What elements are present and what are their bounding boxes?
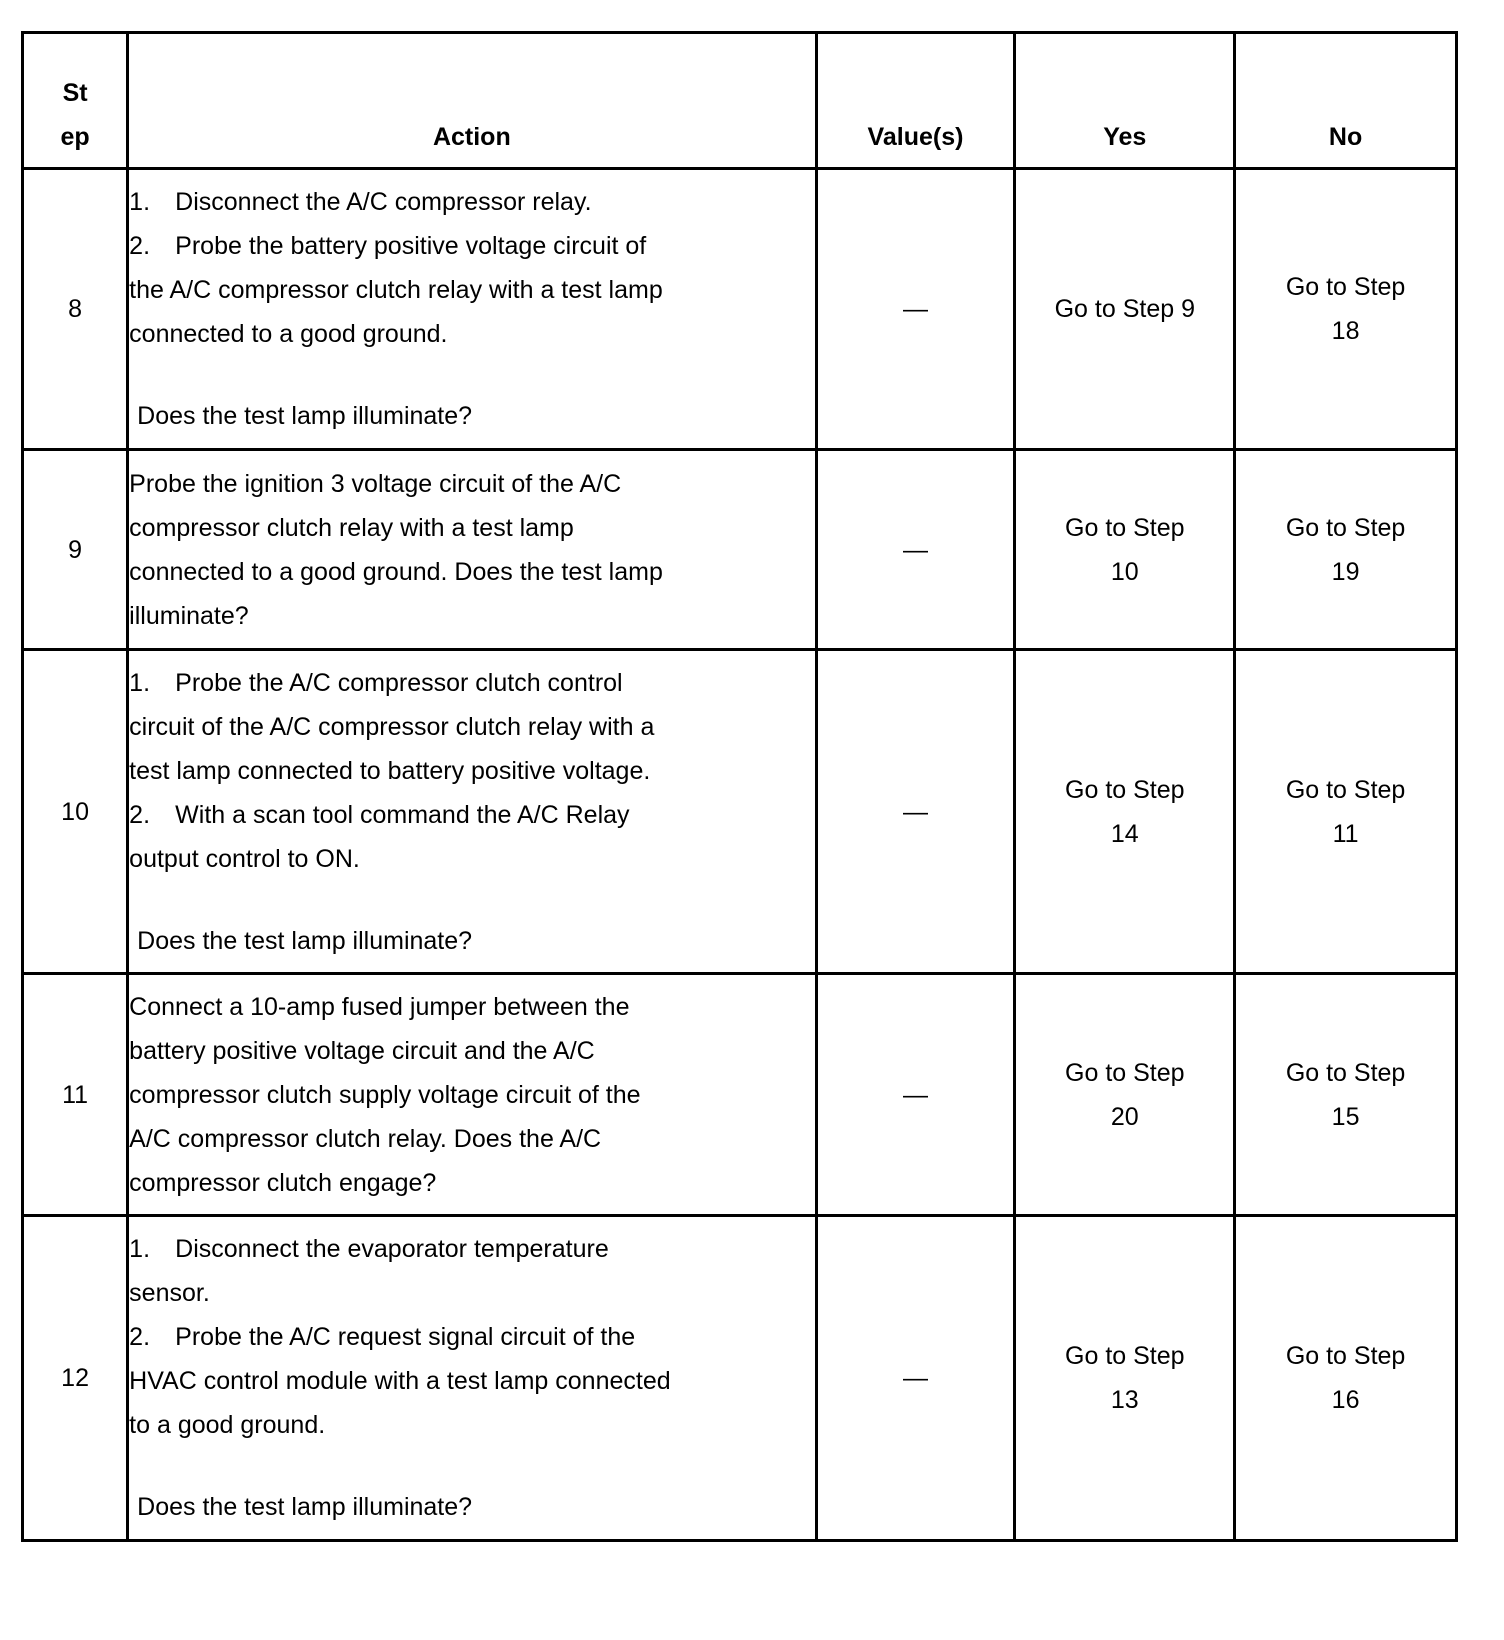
action-line: 1. Disconnect the A/C compressor relay.	[129, 188, 592, 216]
step-number: 11	[23, 974, 128, 1216]
action-line: circuit of the A/C compressor clutch relay with a	[129, 712, 655, 741]
diagnostic-table	[21, 31, 1458, 1542]
action-line: to a good ground.	[129, 1411, 326, 1439]
action-line: output control to ON.	[129, 844, 360, 873]
action-cell	[128, 450, 816, 650]
action-question: Does the test lamp illuminate?	[137, 402, 473, 430]
step-number: 8	[23, 169, 128, 450]
action-cell	[128, 1216, 816, 1541]
value-cell: —	[816, 1216, 1015, 1541]
action-line: compressor clutch relay with a test lamp	[129, 513, 574, 542]
header-action: Action	[128, 33, 816, 169]
action-line: 1. Disconnect the evaporator temperature	[129, 1235, 609, 1263]
yes-cell: Go to Step 10	[1015, 450, 1235, 650]
action-line: A/C compressor clutch relay. Does the A/C	[129, 1124, 602, 1153]
no-cell: Go to Step 11	[1235, 650, 1457, 974]
action-line: Connect a 10-amp fused jumper between the	[129, 992, 630, 1021]
header-values: Value(s)	[816, 33, 1015, 169]
table-row	[23, 650, 1457, 974]
no-cell: Go to Step 18	[1235, 169, 1457, 450]
action-cell	[128, 169, 816, 450]
table-row	[23, 450, 1457, 650]
action-question: Does the test lamp illuminate?	[137, 926, 473, 955]
table-row	[23, 974, 1457, 1216]
value-cell: —	[816, 450, 1015, 650]
header-no: No	[1235, 33, 1457, 169]
step-number: 10	[23, 650, 128, 974]
action-line: test lamp connected to battery positive voltage.	[129, 756, 651, 785]
yes-cell: Go to Step 9	[1015, 169, 1235, 450]
action-line: the A/C compressor clutch relay with a test lamp	[129, 276, 663, 304]
table-row	[23, 169, 1457, 450]
step-number: 9	[23, 450, 128, 650]
header-yes: Yes	[1015, 33, 1235, 169]
action-line: compressor clutch engage?	[129, 1168, 437, 1197]
header-step: St ep	[23, 33, 128, 169]
no-cell: Go to Step 19	[1235, 450, 1457, 650]
action-cell	[128, 650, 816, 974]
value-cell: —	[816, 169, 1015, 450]
action-cell	[128, 974, 816, 1216]
table-row	[23, 1216, 1457, 1541]
action-line: compressor clutch supply voltage circuit of the	[129, 1080, 641, 1109]
action-line: connected to a good ground. Does the test lamp	[129, 557, 663, 586]
value-cell: —	[816, 974, 1015, 1216]
yes-cell: Go to Step 20	[1015, 974, 1235, 1216]
action-line: connected to a good ground.	[129, 320, 448, 348]
action-line: 1. Probe the A/C compressor clutch control	[129, 668, 623, 697]
action-line: HVAC control module with a test lamp connected	[129, 1367, 671, 1395]
header-row	[23, 33, 1457, 169]
action-line: 2. Probe the A/C request signal circuit of the	[129, 1323, 636, 1351]
action-line: 2. With a scan tool command the A/C Relay	[129, 800, 630, 829]
yes-cell: Go to Step 13	[1015, 1216, 1235, 1541]
action-line: 2. Probe the battery positive voltage circuit of	[129, 232, 647, 260]
step-number: 12	[23, 1216, 128, 1541]
action-line: illuminate?	[129, 601, 249, 630]
yes-cell: Go to Step 14	[1015, 650, 1235, 974]
action-question: Does the test lamp illuminate?	[137, 1493, 473, 1521]
value-cell: —	[816, 650, 1015, 974]
action-line: battery positive voltage circuit and the A/C	[129, 1036, 595, 1065]
action-line: sensor.	[129, 1279, 210, 1307]
action-line: Probe the ignition 3 voltage circuit of the A/C	[129, 469, 622, 498]
no-cell: Go to Step 15	[1235, 974, 1457, 1216]
no-cell: Go to Step 16	[1235, 1216, 1457, 1541]
